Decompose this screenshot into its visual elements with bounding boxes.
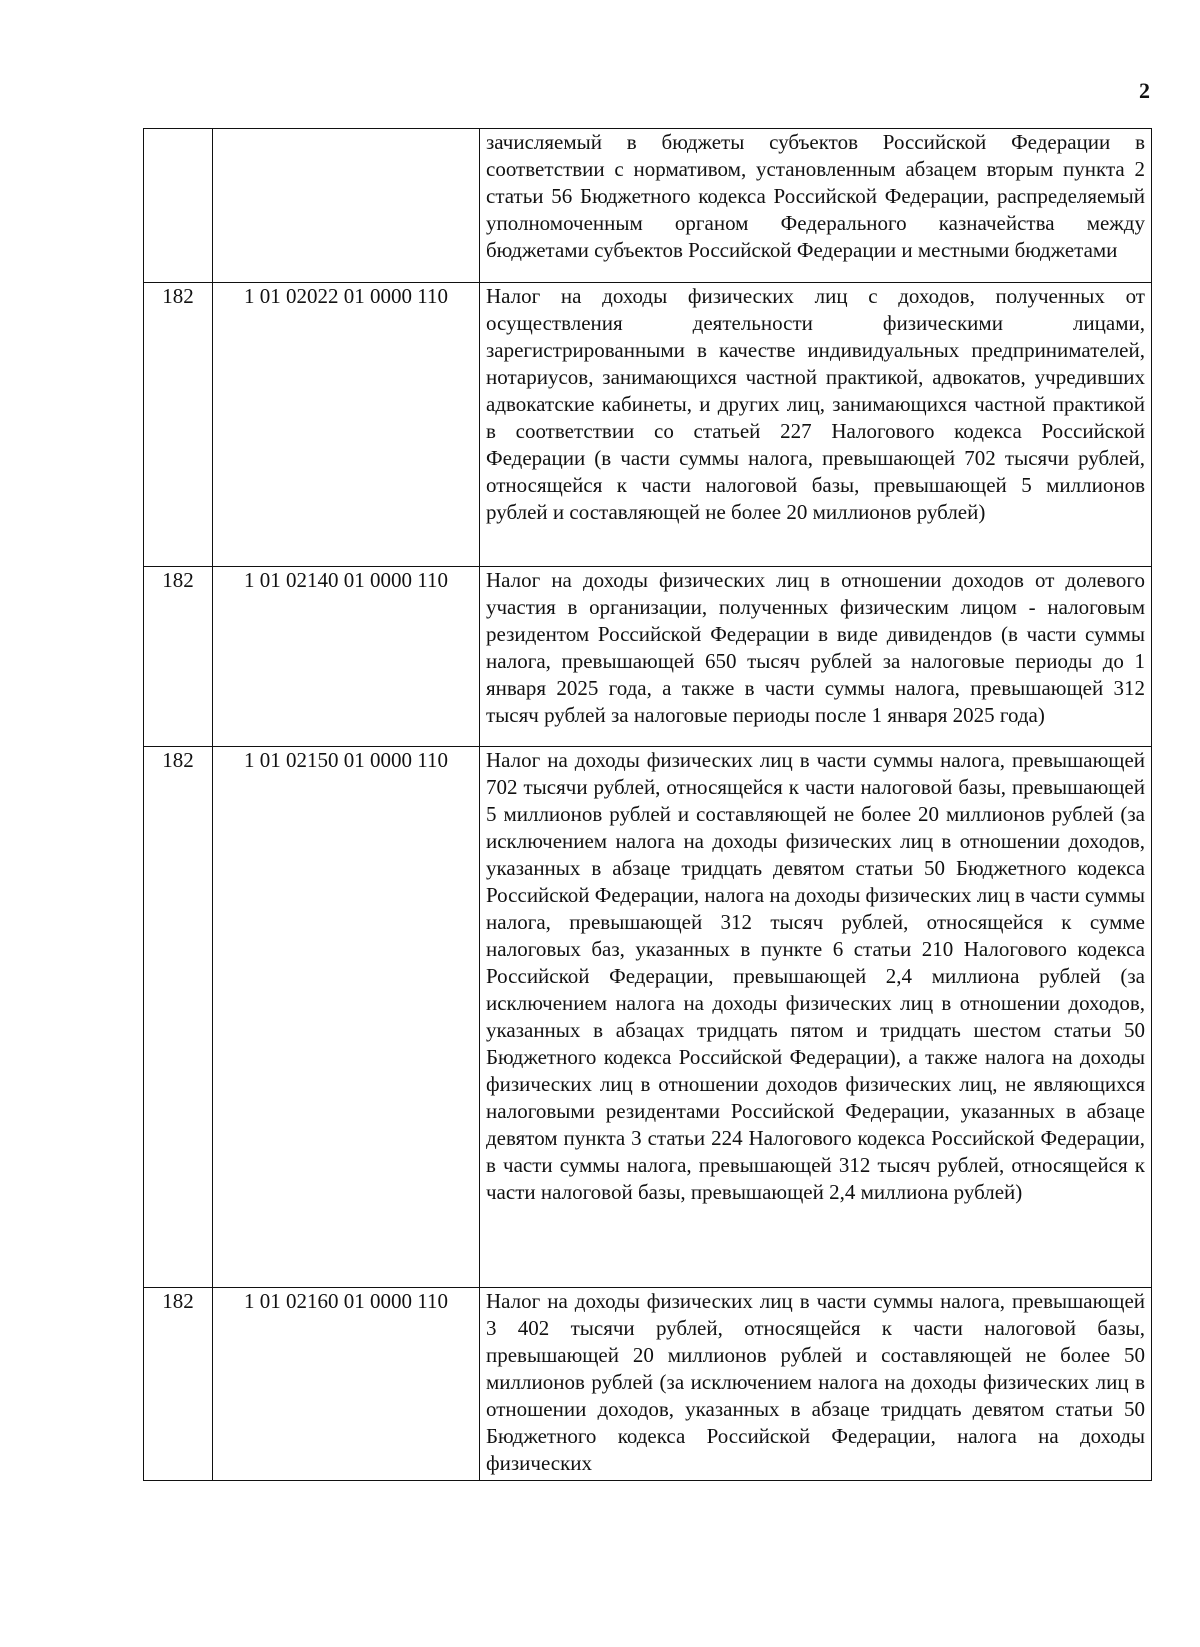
admin-code-cell: 182 [144, 283, 213, 567]
kbk-code-cell [213, 129, 480, 283]
budget-codes-table [143, 128, 1152, 1481]
description-cell: Налог на доходы физических лиц в части суммы налога, превышающей 3 402 тысячи рублей, относящейся к части налоговой базы, превышающей 20 миллионов рублей и составляющей не более 50 миллионов рублей (за исключением налога на доходы физических лиц в отношении доходов, указанных в абзаце тридцать девятом статьи 50 Бюджетного кодекса Российской Федерации, налога на доходы физических [480, 1288, 1152, 1481]
admin-code-cell: 182 [144, 567, 213, 747]
admin-code-cell [144, 129, 213, 283]
kbk-code-cell: 1 01 02160 01 0000 110 [213, 1288, 480, 1481]
table-row [144, 747, 1152, 1288]
kbk-code-cell: 1 01 02140 01 0000 110 [213, 567, 480, 747]
table-row [144, 1288, 1152, 1481]
kbk-code-cell: 1 01 02150 01 0000 110 [213, 747, 480, 1288]
description-cell: зачисляемый в бюджеты субъектов Российской Федерации в соответствии с нормативом, установленным абзацем вторым пункта 2 статьи 56 Бюджетного кодекса Российской Федерации, распределяемый уполномоченным органом Федерального казначейства между бюджетами субъектов Российской Федерации и местными бюджетами [480, 129, 1152, 283]
kbk-code-cell: 1 01 02022 01 0000 110 [213, 283, 480, 567]
table-row [144, 567, 1152, 747]
admin-code-cell: 182 [144, 747, 213, 1288]
description-cell: Налог на доходы физических лиц с доходов, полученных от осуществления деятельности физическими лицами, зарегистрированными в качестве индивидуальных предпринимателей, нотариусов, занимающихся частной практикой, адвокатов, учредивших адвокатские кабинеты, и других лиц, занимающихся частной практикой в соответствии со статьей 227 Налогового кодекса Российской Федерации (в части суммы налога, превышающей 702 тысячи рублей, относящейся к части налоговой базы, превышающей 5 миллионов рублей и составляющей не более 20 миллионов рублей) [480, 283, 1152, 567]
table-row [144, 129, 1152, 283]
page-number: 2 [1139, 78, 1150, 103]
admin-code-cell: 182 [144, 1288, 213, 1481]
table-row [144, 283, 1152, 567]
description-cell: Налог на доходы физических лиц в части суммы налога, превышающей 702 тысячи рублей, относящейся к части налоговой базы, превышающей 5 миллионов рублей и составляющей не более 20 миллионов рублей (за исключением налога на доходы физических лиц в отношении доходов, указанных в абзаце тридцать девятом статьи 50 Бюджетного кодекса Российской Федерации, налога на доходы физических лиц в части суммы налога, превышающей 312 тысяч рублей, относящейся к сумме налоговых баз, указанных в пункте 6 статьи 210 Налогового кодекса Российской Федерации, превышающей 2,4 миллиона рублей (за исключением налога на доходы физических лиц в отношении доходов, указанных в абзацах тридцать пятом и тридцать шестом статьи 50 Бюджетного кодекса Российской Федерации), а также налога на доходы физических лиц в отношении доходов физических лиц, не являющихся налоговыми резидентами Российской Федерации, указанных в абзаце девятом пункта 3 статьи 224 Налогового кодекса Российской Федерации, в части суммы налога, превышающей 312 тысяч рублей, относящейся к части налоговой базы, превышающей 2,4 миллиона рублей) [480, 747, 1152, 1288]
description-cell: Налог на доходы физических лиц в отношении доходов от долевого участия в организации, полученных физическим лицом - налоговым резидентом Российской Федерации в виде дивидендов (в части суммы налога, превышающей 650 тысяч рублей за налоговые периоды до 1 января 2025 года, а также в части суммы налога, превышающей 312 тысяч рублей за налоговые периоды после 1 января 2025 года) [480, 567, 1152, 747]
